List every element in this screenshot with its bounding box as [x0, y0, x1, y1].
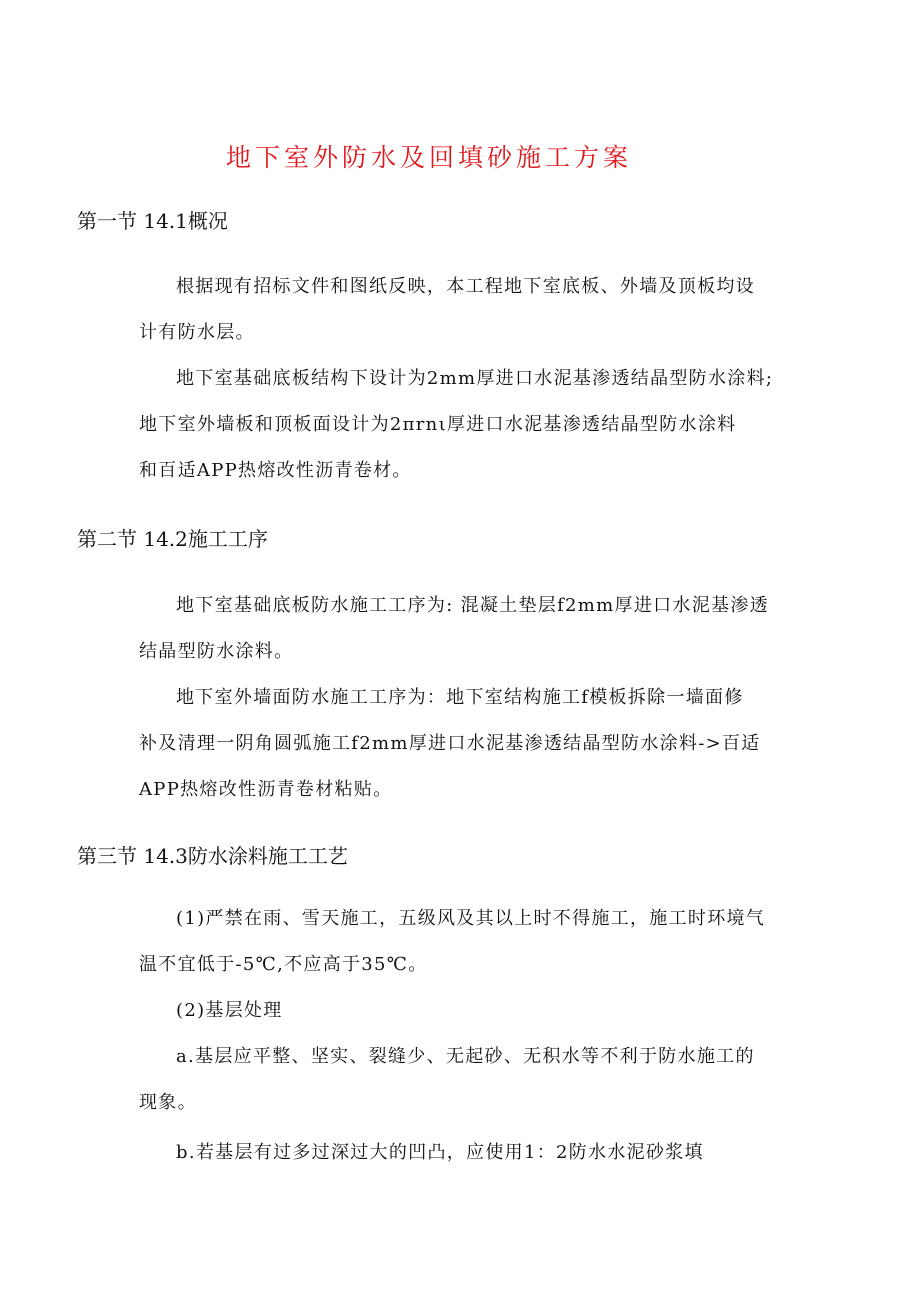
paragraph-line: (2)基层处理 [176, 1000, 283, 1021]
paragraph-line: 计有防水层。 [139, 322, 255, 343]
paragraph-3-2 [139, 988, 789, 1034]
section-heading-2: 第二节 14.2施工工序 [77, 527, 268, 551]
paragraph-line: 地下室外墙面防水施工工序为：地下室结构施工f模板拆除一墙面修 [176, 687, 744, 708]
paragraph-1-2 [139, 356, 789, 494]
paragraph-2-1 [139, 583, 789, 675]
paragraph-line: 补及清理一阴角圆弧施工f2mm厚进口水泥基渗透结晶型防水涂料->百适 [139, 733, 761, 754]
section-heading-3: 第三节 14.3防水涂料施工工艺 [77, 844, 348, 868]
paragraph-line: 地下室基础底板防水施工工序为: 混凝土垫层f2mm厚进口水泥基渗透 [176, 595, 769, 616]
document-title: 地下室外防水及回填砂施工方案 [225, 143, 632, 172]
paragraph-line: 根据现有招标文件和图纸反映，本工程地下室底板、外墙及顶板均设 [176, 276, 755, 297]
paragraph-3-1 [139, 896, 789, 988]
paragraph-3-4 [139, 1130, 789, 1176]
paragraph-line: APP热熔改性沥青卷材粘贴。 [139, 779, 393, 800]
paragraph-2-2 [139, 675, 789, 813]
paragraph-1-1 [139, 264, 789, 356]
paragraph-line: (1)严禁在雨、雪天施工，五级风及其以上时不得施工，施工时环境气 [176, 908, 766, 929]
paragraph-line: 地下室外墙板和顶板面设计为2πrnι厚进口水泥基渗透结晶型防水涂料 [139, 414, 737, 435]
paragraph-line: 地下室基础底板结构下设计为2mm厚进口水泥基渗透结晶型防水涂料; [176, 368, 774, 389]
paragraph-line: 现象。 [139, 1092, 197, 1113]
paragraph-3-3 [139, 1034, 789, 1126]
paragraph-line: 结晶型防水涂料。 [139, 641, 294, 662]
paragraph-line: a.基层应平整、坚实、裂缝少、无起砂、无积水等不利于防水施工的 [176, 1046, 755, 1067]
paragraph-line: 温不宜低于-5℃,不应高于35℃。 [139, 954, 428, 975]
paragraph-line: 和百适APP热熔改性沥青卷材。 [139, 460, 412, 481]
paragraph-line: b.若基层有过多过深过大的凹凸，应使用1：2防水水泥砂浆填 [176, 1142, 704, 1163]
section-heading-1: 第一节 14.1概况 [77, 209, 228, 233]
